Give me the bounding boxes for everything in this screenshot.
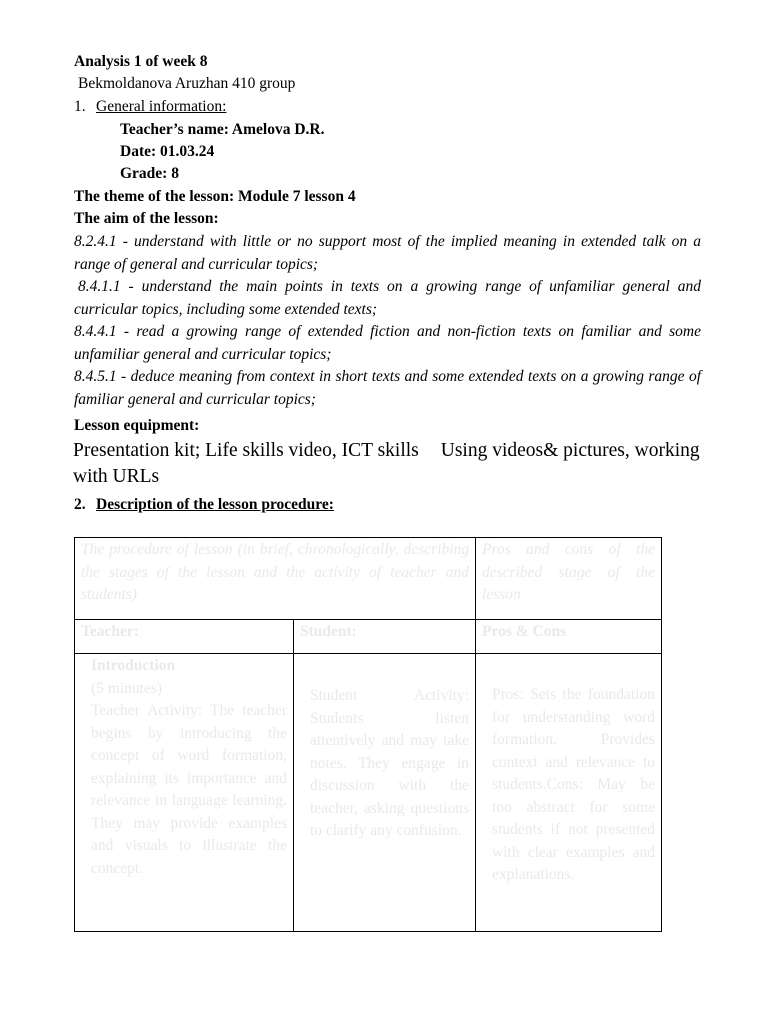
lesson-procedure-table bbox=[74, 537, 662, 932]
student-activity-text: Student Activity: Students listen attentively and may take notes. They engage in discussion with the teacher, asking questions to clarify any confusion. bbox=[294, 654, 476, 932]
section-number: 2. bbox=[74, 496, 86, 513]
aim-item: 8.2.4.1 - understand with little or no support most of the implied meaning in extended talk on a range of general and curricular topics; bbox=[74, 233, 701, 273]
table-header-pros-cons: Pros and cons of the described stage of the lesson bbox=[476, 538, 662, 620]
stage-title: Introduction bbox=[91, 657, 176, 674]
table-header-procedure: The procedure of lesson (in brief, chronologically, describing the stages of the lesson and the activity of teacher and students) bbox=[75, 538, 476, 620]
teacher-activity-text: Teacher Activity: The teacher begins by introducing the concept of word formation, explaining its importance and relevance in language learning. They may provide examples and visuals to illustrate the concept. bbox=[91, 702, 287, 877]
equipment-text bbox=[73, 438, 713, 490]
stage-duration: (5 minutes) bbox=[91, 679, 163, 697]
section-procedure-heading bbox=[74, 495, 334, 515]
section-number: 1. bbox=[74, 98, 86, 115]
aim-heading: The aim of the lesson: bbox=[74, 210, 219, 227]
equipment-heading: Lesson equipment: bbox=[74, 417, 200, 434]
table-row bbox=[75, 654, 662, 932]
section-general-heading bbox=[74, 97, 226, 117]
equipment-part-2: Using videos& pictures, working with URLs bbox=[73, 440, 700, 487]
equipment-part-1: Presentation kit; Life skills video, ICT skills bbox=[73, 440, 419, 461]
student-info: Bekmoldanova Aruzhan 410 group bbox=[78, 75, 296, 92]
section-title: Description of the lesson procedure: bbox=[96, 496, 334, 513]
column-header-student: Student: bbox=[294, 620, 476, 654]
lesson-date: Date: 01.03.24 bbox=[120, 143, 215, 160]
teacher-name: Teacher’s name: Amelova D.R. bbox=[120, 121, 325, 138]
document-title: Analysis 1 of week 8 bbox=[74, 53, 208, 70]
column-header-teacher: Teacher: bbox=[75, 620, 294, 654]
lesson-grade: Grade: 8 bbox=[120, 165, 179, 182]
lesson-theme: The theme of the lesson: Module 7 lesson 4 bbox=[74, 188, 356, 205]
aim-item: 8.4.4.1 - read a growing range of extended fiction and non-fiction texts on familiar and some unfamiliar general and curricular topics; bbox=[74, 323, 701, 363]
section-title: General information: bbox=[96, 98, 227, 115]
aim-item: 8.4.1.1 - understand the main points in texts on a growing range of unfamiliar general and curricular topics, including some extended texts; bbox=[74, 278, 701, 318]
teacher-cell bbox=[75, 654, 294, 932]
aim-item: 8.4.5.1 - deduce meaning from context in short texts and some extended texts on a growing range of familiar general and curricular topics; bbox=[74, 368, 701, 408]
table-row bbox=[75, 620, 662, 654]
table-row bbox=[75, 538, 662, 620]
pros-cons-text: Pros: Sets the foundation for understanding word formation. Provides context and relevance to students.Cons: May be too abstract for some students if not presented with clear examples and explanations. bbox=[476, 654, 662, 932]
column-header-pros-cons: Pros & Cons bbox=[476, 620, 662, 654]
